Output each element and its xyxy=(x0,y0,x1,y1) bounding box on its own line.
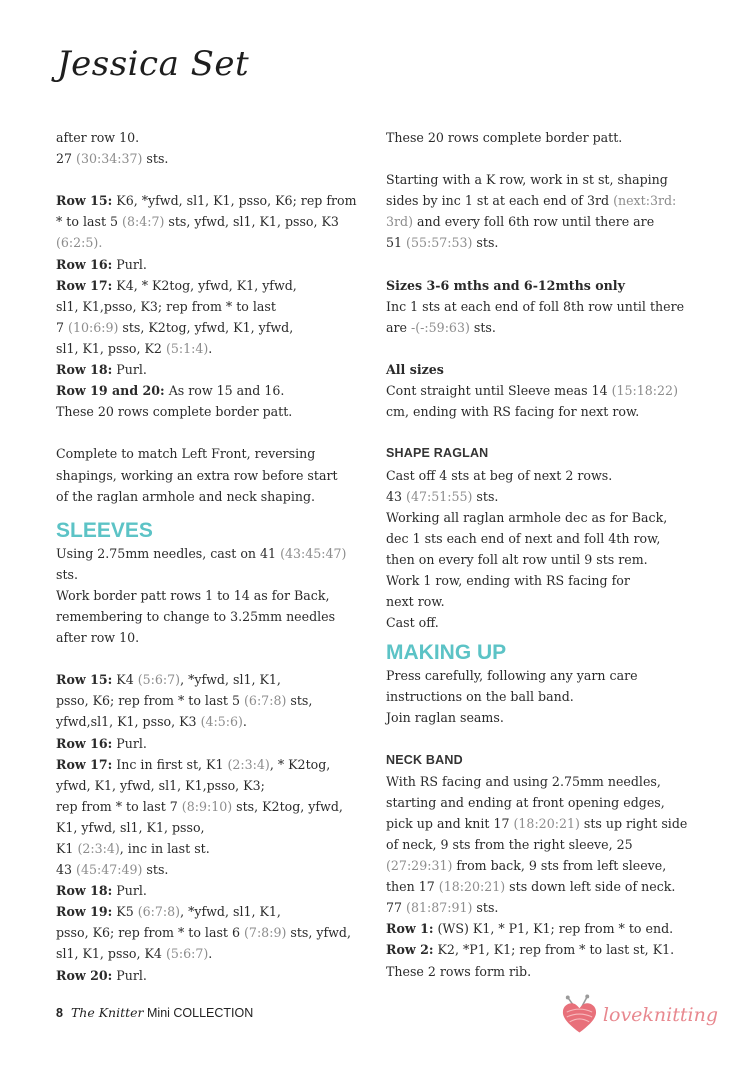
pattern-row: * to last 5 (8:4:7) sts, yfwd, sl1, K1, psso, K3 xyxy=(56,214,339,230)
text-line: 77 (81:87:91) sts. xyxy=(386,900,499,916)
right-column xyxy=(386,127,701,982)
text-line: of the raglan armhole and neck shaping. xyxy=(56,488,316,504)
all-sizes-heading: All sizes xyxy=(386,362,444,378)
text-line: Cont straight until Sleeve meas 14 (15:18:22) xyxy=(386,383,678,399)
pattern-row: Row 2: K2, *P1, K1; rep from * to last st, K1. xyxy=(386,942,675,958)
pattern-row: sl1, K1, psso, K2 (5:1:4). xyxy=(56,340,213,356)
text-line: after row 10. xyxy=(56,630,140,646)
text-line: then on every foll alt row until 9 sts rem. xyxy=(386,551,648,567)
logo-text: loveknitting xyxy=(602,1004,718,1026)
text-line: Inc 1 sts at each end of foll 8th row until there xyxy=(386,298,685,314)
page-title: Jessica Set xyxy=(57,44,250,84)
text-line: Working all raglan armhole dec as for Back, xyxy=(386,509,668,525)
pattern-row: psso, K6; rep from * to last 6 (7:8:9) sts, yfwd, xyxy=(56,925,351,941)
text-line: of neck, 9 sts from the right sleeve, 25 xyxy=(386,837,633,852)
pattern-row: 7 (10:6:9) sts, K2tog, yfwd, K1, yfwd, xyxy=(56,319,294,335)
left-column xyxy=(56,127,371,986)
text-line: 27 (30:34:37) sts. xyxy=(56,151,169,167)
text-line: next row. xyxy=(386,594,445,610)
pattern-row: Row 17: K4, * K2tog, yfwd, K1, yfwd, xyxy=(56,277,297,293)
page-footer xyxy=(56,1005,253,1020)
neck-band-heading: NECK BAND xyxy=(386,752,463,767)
text-line: sides by inc 1 st at each end of 3rd (next:3rd: xyxy=(386,193,677,209)
edition-name: Mini COLLECTION xyxy=(143,1006,254,1020)
pattern-row: Row 17: Inc in first st, K1 (2:3:4), * K2tog, xyxy=(56,756,331,772)
text-line: after row 10. xyxy=(56,130,140,145)
text-line: remembering to change to 3.25mm needles xyxy=(56,608,336,624)
text-line: sts. xyxy=(56,566,78,582)
text-line: 43 (47:51:55) sts. xyxy=(386,488,499,504)
making-up-heading: MAKING UP xyxy=(386,641,507,665)
text-line: dec 1 sts each end of next and foll 4th row, xyxy=(386,530,661,546)
pattern-row: Row 16: Purl. xyxy=(56,735,147,751)
pattern-row: Row 18: Purl. xyxy=(56,362,147,378)
text-line: Cast off 4 sts at beg of next 2 rows. xyxy=(386,467,613,483)
pattern-row: Row 1: (WS) K1, * P1, K1; rep from * to end. xyxy=(386,921,674,937)
pattern-row: K1, yfwd, sl1, K1, psso, xyxy=(56,819,205,835)
publication-name: The Knitter xyxy=(70,1005,144,1020)
pattern-row: Row 18: Purl. xyxy=(56,883,147,899)
text-line: cm, ending with RS facing for next row. xyxy=(386,404,640,420)
text-line: These 2 rows form rib. xyxy=(386,963,532,979)
text-line: 3rd) and every foll 6th row until there are xyxy=(386,214,655,230)
text-line: pick up and knit 17 (18:20:21) sts up right side xyxy=(386,815,688,831)
pattern-row: yfwd,sl1, K1, psso, K3 (4:5:6). xyxy=(56,714,247,730)
text-line: then 17 (18:20:21) sts down left side of neck. xyxy=(386,879,676,895)
text-line: These 20 rows complete border patt. xyxy=(386,130,623,145)
pattern-row: Row 19 and 20: As row 15 and 16. xyxy=(56,383,285,399)
text-line: Join raglan seams. xyxy=(386,710,504,726)
pattern-row: (6:2:5). xyxy=(56,235,103,251)
text-line: Using 2.75mm needles, cast on 41 (43:45:47) xyxy=(56,545,347,561)
pattern-row: 43 (45:47:49) sts. xyxy=(56,862,169,878)
text-line: shapings, working an extra row before start xyxy=(56,467,338,483)
text-line: are -(-:59:63) sts. xyxy=(386,319,496,335)
pattern-row: Row 16: Purl. xyxy=(56,256,147,272)
text-line: These 20 rows complete border patt. xyxy=(56,404,293,420)
text-line: 51 (55:57:53) sts. xyxy=(386,235,499,251)
yarn-heart-icon xyxy=(558,993,601,1037)
text-line: Press carefully, following any yarn care xyxy=(386,668,638,684)
pattern-row: Row 20: Purl. xyxy=(56,967,147,983)
text-line: Work 1 row, ending with RS facing for xyxy=(386,572,630,588)
page-number: 8 xyxy=(56,1006,63,1020)
text-line: Starting with a K row, work in st st, shaping xyxy=(386,172,668,188)
pattern-row: yfwd, K1, yfwd, sl1, K1,psso, K3; xyxy=(56,777,265,793)
pattern-row: sl1, K1,psso, K3; rep from * to last xyxy=(56,298,276,314)
text-line: instructions on the ball band. xyxy=(386,689,574,705)
text-line: Work border patt rows 1 to 14 as for Back, xyxy=(56,587,330,603)
pattern-row: Row 15: K4 (5:6:7), *yfwd, sl1, K1, xyxy=(56,672,281,688)
text-line: (27:29:31) from back, 9 sts from left sleeve, xyxy=(386,858,667,874)
text-line: With RS facing and using 2.75mm needles, xyxy=(386,773,661,789)
pattern-row: K1 (2:3:4), inc in last st. xyxy=(56,841,210,856)
pattern-row: Row 15: K6, *yfwd, sl1, K1, psso, K6; rep from xyxy=(56,193,357,209)
pattern-row: rep from * to last 7 (8:9:10) sts, K2tog, yfwd, xyxy=(56,798,343,814)
text-line: Complete to match Left Front, reversing xyxy=(56,446,316,462)
shape-raglan-heading: SHAPE RAGLAN xyxy=(386,446,489,461)
sizes-heading: Sizes 3-6 mths and 6-12mths only xyxy=(386,277,625,293)
pattern-row: Row 19: K5 (6:7:8), *yfwd, sl1, K1, xyxy=(56,904,281,920)
pattern-row: sl1, K1, psso, K4 (5:6:7). xyxy=(56,946,213,962)
pattern-row: psso, K6; rep from * to last 5 (6:7:8) sts, xyxy=(56,693,313,709)
text-line: Cast off. xyxy=(386,615,439,631)
sleeves-heading: SLEEVES xyxy=(56,518,153,542)
text-line: starting and ending at front opening edges, xyxy=(386,794,665,810)
loveknitting-logo xyxy=(558,990,718,1040)
